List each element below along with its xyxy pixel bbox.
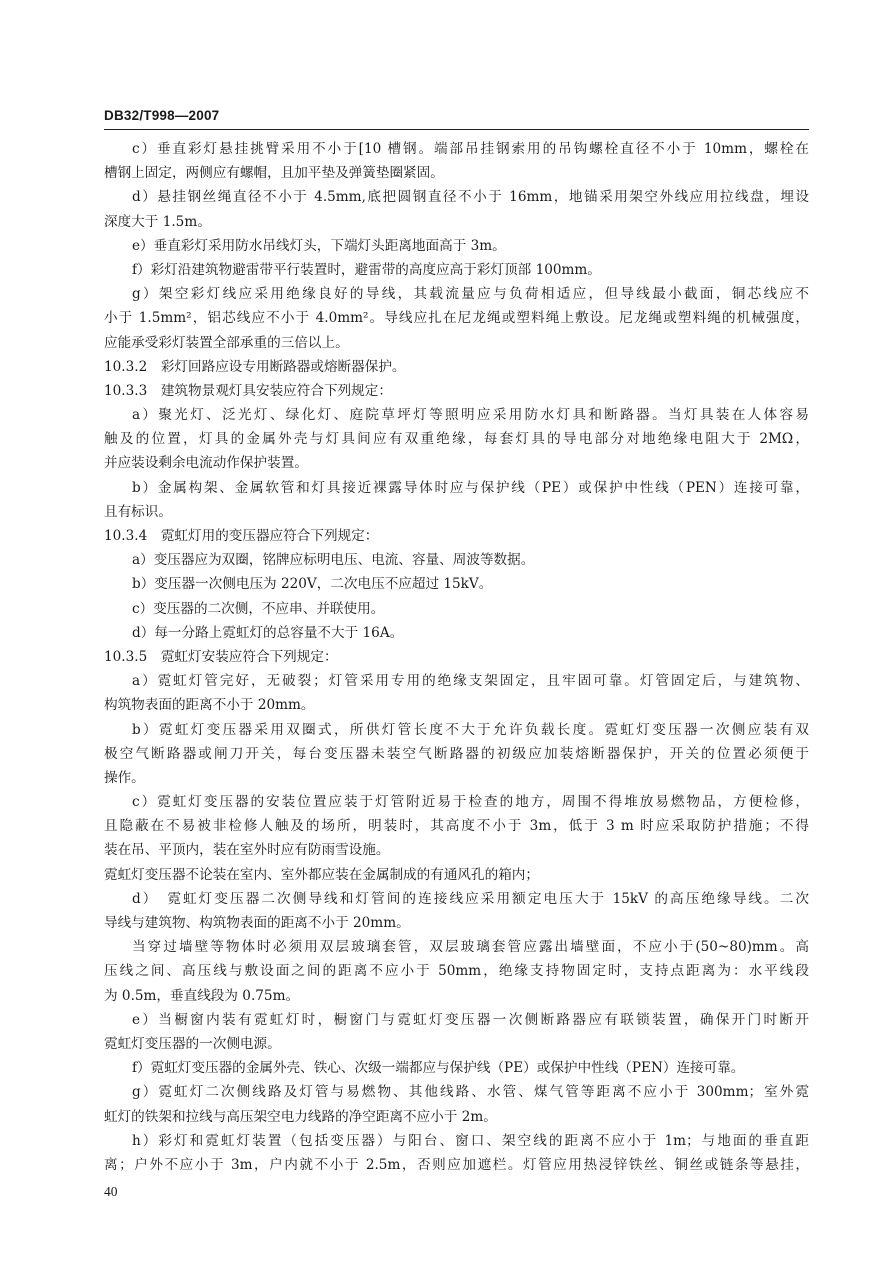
text-line: 当穿过墙壁等物体时必须用双层玻璃套管，双层玻璃套管应露出墙壁面，不应小于(50~80)mm。高 bbox=[132, 939, 809, 956]
text-line: g）霓虹灯二次侧线路及灯管与易燃物、其他线路、水管、煤气管等距离不应小于 300mm；室外霓 bbox=[132, 1084, 809, 1101]
text-line: 应能承受彩灯装置全部承重的三倍以上。 bbox=[104, 334, 349, 351]
text-line: 槽钢上固定，两侧应有螺帽，且加平垫及弹簧垫圈紧固。 bbox=[104, 165, 444, 182]
text-line: 10.3.2 彩灯回路应设专用断路器或熔断器保护。 bbox=[104, 358, 406, 375]
text-line: 且隐蔽在不易被非检修人触及的场所，明装时，其高度不小于 3m，低于 3 m 时应采取防护措施；不得 bbox=[104, 818, 809, 835]
text-line: c）变压器的二次侧，不应串、并联使用。 bbox=[132, 600, 385, 617]
header-rule bbox=[104, 129, 809, 130]
text-line: 虹灯的铁架和拉线与高压架空电力线路的净空距离不应小于 2m。 bbox=[104, 1108, 497, 1125]
text-line: 且有标识。 bbox=[104, 503, 172, 520]
text-line: 10.3.5 霓虹灯安装应符合下列规定： bbox=[104, 648, 338, 665]
text-line: h）彩灯和霓虹灯装置（包括变压器）与阳台、窗口、架空线的距离不应小于 1m；与地面的垂直距 bbox=[132, 1132, 809, 1149]
text-line: d）悬挂钢丝绳直径不小于 4.5mm,底把圆钢直径不小于 16mm，地锚采用架空外线应用拉线盘，埋设 bbox=[132, 189, 809, 206]
text-line: b）变压器一次侧电压为 220V，二次电压不应超过 15kV。 bbox=[132, 576, 493, 593]
page-number: 40 bbox=[104, 1184, 118, 1199]
text-line: d）每一分路上霓虹灯的总容量不大于 16A。 bbox=[132, 624, 404, 641]
text-line: a）变压器应为双圈，铭牌应标明电压、电流、容量、周波等数据。 bbox=[132, 552, 535, 569]
text-line: 深度大于 1.5m。 bbox=[104, 213, 211, 230]
document-body bbox=[104, 137, 809, 1177]
text-line: c）垂直彩灯悬挂挑臂采用不小于[10 槽钢。端部吊挂钢索用的吊钩螺栓直径不小于 10mm，螺栓在 bbox=[132, 141, 809, 157]
text-line: 10.3.4 霓虹灯用的变压器应符合下列规定： bbox=[104, 528, 379, 544]
text-line: 并应装设剩余电流动作保护装置。 bbox=[104, 455, 308, 472]
document-code: DB32/T998—2007 bbox=[104, 108, 220, 123]
text-line: 离；户外不应小于 3m，户内就不小于 2.5m，否则应加遮栏。灯管应用热浸锌铁丝、铜丝或链条等悬挂， bbox=[104, 1156, 809, 1173]
text-line: c）霓虹灯变压器的安装位置应装于灯管附近易于检查的地方，周围不得堆放易燃物品，方便检修， bbox=[132, 794, 809, 811]
text-line: 小于 1.5mm²，铝芯线应不小于 4.0mm²。导线应扎在尼龙绳或塑料绳上敷设。尼龙绳或塑料绳的机械强度， bbox=[104, 310, 809, 327]
text-line: 霓虹灯变压器的一次侧电源。 bbox=[104, 1035, 281, 1052]
text-line: f）霓虹灯变压器的金属外壳、铁心、次级一端都应与保护线（PE）或保护中性线（PEN）连接可靠。 bbox=[132, 1060, 745, 1077]
text-line: 霓虹灯变压器不论装在室内、室外都应装在金属制成的有通风孔的箱内； bbox=[104, 866, 539, 883]
text-line: 极空气断路器或闸刀开关，每台变压器未装空气断路器的初级应加装熔断器保护，开关的位置必须便于 bbox=[104, 745, 809, 762]
text-line: b）金属构架、金属软管和灯具接近裸露导体时应与保护线（PE）或保护中性线（PEN）连接可靠， bbox=[132, 479, 809, 496]
text-line: a）聚光灯、泛光灯、绿化灯、庭院草坪灯等照明应采用防水灯具和断路器。当灯具装在人体容易 bbox=[132, 407, 809, 424]
text-line: e）当橱窗内装有霓虹灯时，橱窗门与霓虹灯变压器一次侧断路器应有联锁装置，确保开门时断开 bbox=[132, 1011, 809, 1028]
text-line: 导线与建筑物、构筑物表面的距离不小于 20mm。 bbox=[104, 915, 410, 931]
text-line: 构筑物表面的距离不小于 20mm。 bbox=[104, 697, 315, 714]
text-line: 10.3.3 建筑物景观灯具安装应符合下列规定： bbox=[104, 382, 392, 399]
text-line: 压线之间、高压线与敷设面之间的距离不应小于 50mm，绝缘支持物固定时，支持点距离为：水平线段 bbox=[104, 963, 809, 980]
text-line: b）霓虹灯变压器采用双圈式，所供灯管长度不大于允许负载长度。霓虹灯变压器一次侧应装有双 bbox=[132, 721, 809, 738]
text-line: 操作。 bbox=[104, 769, 145, 786]
text-line: 装在吊、平顶内，装在室外时应有防雨雪设施。 bbox=[104, 842, 390, 859]
text-line: 触及的位置，灯具的金属外壳与灯具间应有双重绝缘，每套灯具的导电部分对地绝缘电阻大于 2MΩ， bbox=[104, 431, 809, 448]
text-line: 为 0.5m，垂直线段为 0.75m。 bbox=[104, 987, 300, 1004]
text-line: g）架空彩灯线应采用绝缘良好的导线，其载流量应与负荷相适应，但导线最小截面，铜芯线应不 bbox=[132, 286, 809, 303]
text-line: a）霓虹灯管完好，无破裂；灯管采用专用的绝缘支架固定，且牢固可靠。灯管固定后，与建筑物、 bbox=[132, 673, 809, 690]
text-line: f）彩灯沿建筑物避雷带平行装置时，避雷带的高度应高于彩灯顶部 100mm。 bbox=[132, 261, 601, 278]
text-line: e）垂直彩灯采用防水吊线灯头，下端灯头距离地面高于 3m。 bbox=[132, 237, 506, 254]
text-line: d） 霓虹灯变压器二次侧导线和灯管间的连接线应采用额定电压大于 15kV 的高压绝缘导线。二次 bbox=[132, 890, 809, 907]
